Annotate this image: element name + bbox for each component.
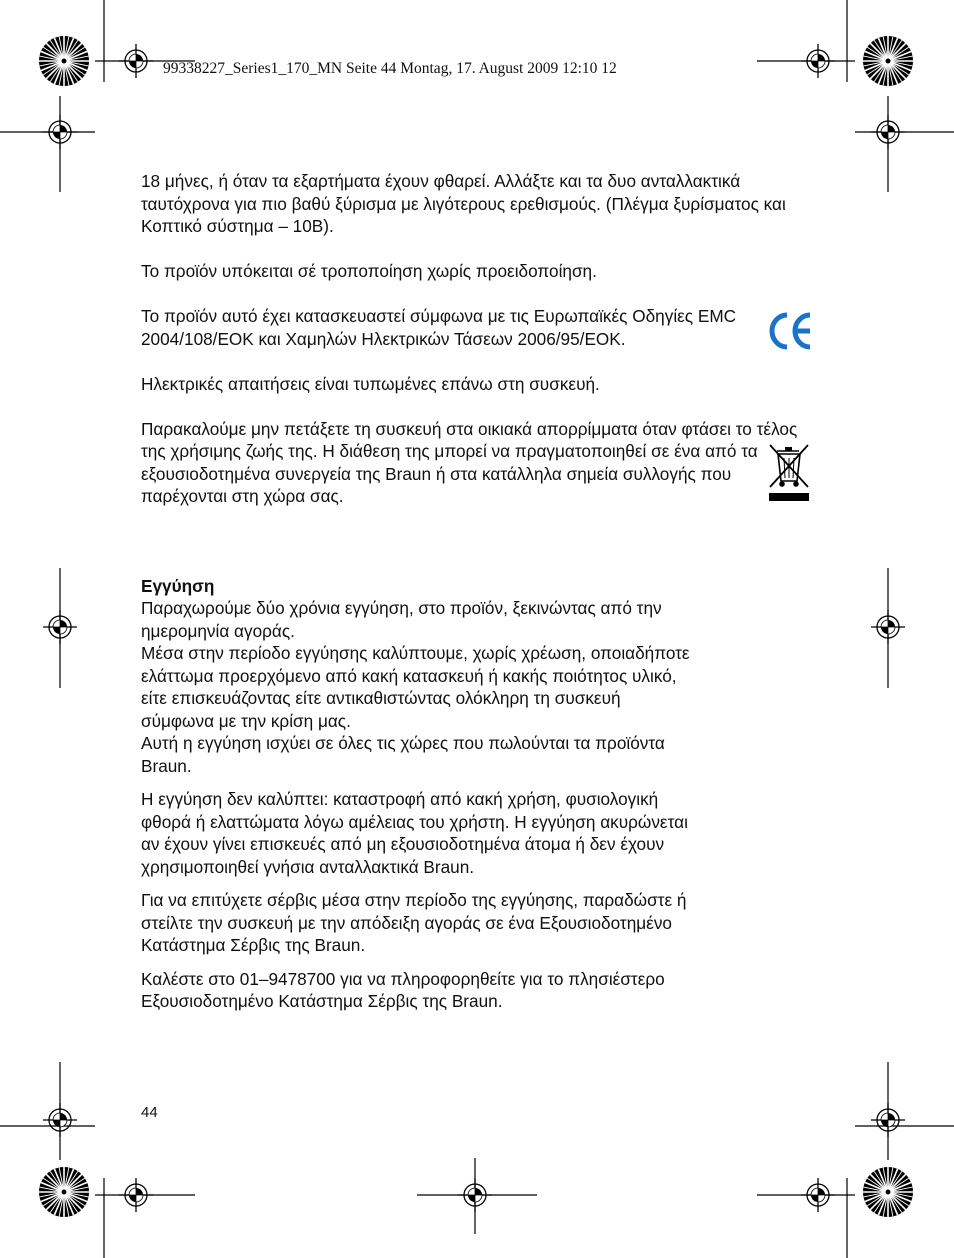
warranty-service-line: Για να επιτύχετε σέρβις μέσα στην περίοδο της εγγύησης, παραδώστε ή [141,890,687,910]
warranty-line: Μέσα στην περίοδο εγγύησης καλύπτουμε, χωρίς χρέωση, οποιαδήποτε [141,643,690,663]
warranty-service-line: στείλτε την συσκευή με την απόδειξη αγοράς σε ένα Εξουσιοδοτημένο [141,912,672,933]
paragraph-electrical-requirements: Ηλεκτρικές απαιτήσεις είναι τυπωμένες επάνω στη συσκευή. [141,373,600,394]
warranty-section [141,575,816,1013]
warranty-line: ημερομηνία αγοράς. [141,620,295,641]
warranty-contact-line: Καλέστε στο 01–9478700 για να πληροφορηθείτε για το πλησιέστερο [141,968,665,989]
paragraph-disposal: Παρακαλούμε μην πετάξετε τη συσκευή στα οικιακά απορρίμματα όταν φτάσει το τέλος της χρήσιμης ζωής της. Η διάθεση της μπορεί να πραγματοποιηθεί σε ένα από τα εξουσιοδοτημένα συνεργεία της Braun ή στα κατάλληλα σημεία συλλογής που παρέχονται στη χώρα σας. [141,418,798,506]
paragraph-modification-notice: Το προϊόν υπόκειται σέ τροποποίηση χωρίς προειδοποίηση. [141,261,597,281]
warranty-service-line: Κατάστημα Σέρβις της Braun. [141,935,366,955]
warranty-line: Αυτή η εγγύηση ισχύει σε όλες τις χώρες που πωλούνται τα προϊόντα [141,733,665,753]
warranty-exclusions-line: Η εγγύηση δεν καλύπτει: καταστροφή από κακή χρήση, φυσιολογική [141,789,659,809]
warranty-line: σύμφωνα με την κρίση μας. [141,710,351,731]
warranty-line: ελάττωμα προερχόμενο από κακή κατασκευή ή κακής ποιότητος υλικό, [141,665,677,686]
warranty-exclusions-line: χρησιμοποιηθεί γνήσια ανταλλακτικά Braun. [141,856,475,877]
warranty-exclusions-line: φθορά ή ελαττώματα λόγω αμέλειας του χρήστη. Η εγγύηση ακυρώνεται [141,811,688,832]
warranty-line: είτε επισκευάζοντας είτε αντικαθιστώντας ολόκληρη τη συσκευή [141,688,621,708]
warranty-exclusions-line: αν έχουν γίνει επισκευές από μη εξουσιοδοτημένα άτομα ή δεν έχουν [141,834,665,854]
paragraph-replacement-parts: 18 μήνες, ή όταν τα εξαρτήματα έχουν φθαρεί. Αλλάξτε και τα δυο ανταλλακτικά ταυτόχρονα για πιο βαθύ ξύρισμα με λιγότερους ερεθισμούς. (Πλέγμα ξυρίσματος και Κοπτικό σύστημα – 10B). [141,171,786,236]
page-number: 44 [141,1104,158,1121]
warranty-line: Παραχωρούμε δύο χρόνια εγγύηση, στο προϊόν, ξεκινώντας από την [141,598,662,618]
page-content [141,170,816,1013]
paragraph-eu-directives: Το προϊόν αυτό έχει κατασκευαστεί σύμφωνα με τις Ευρωπαϊκές Οδηγίες EMC 2004/108/ΕΟΚ και Χαμηλών Ηλεκτρικών Τάσεων 2006/95/ΕΟΚ. [141,306,737,349]
warranty-contact-line: Εξουσιοδοτημένο Κατάστημα Σέρβις της Braun. [141,991,503,1011]
print-slug: 99338227_Series1_170_MN Seite 44 Montag, 17. August 2009 12:10 12 [163,60,617,77]
warranty-heading: Εγγύηση [141,575,215,596]
warranty-line: Braun. [141,755,192,776]
